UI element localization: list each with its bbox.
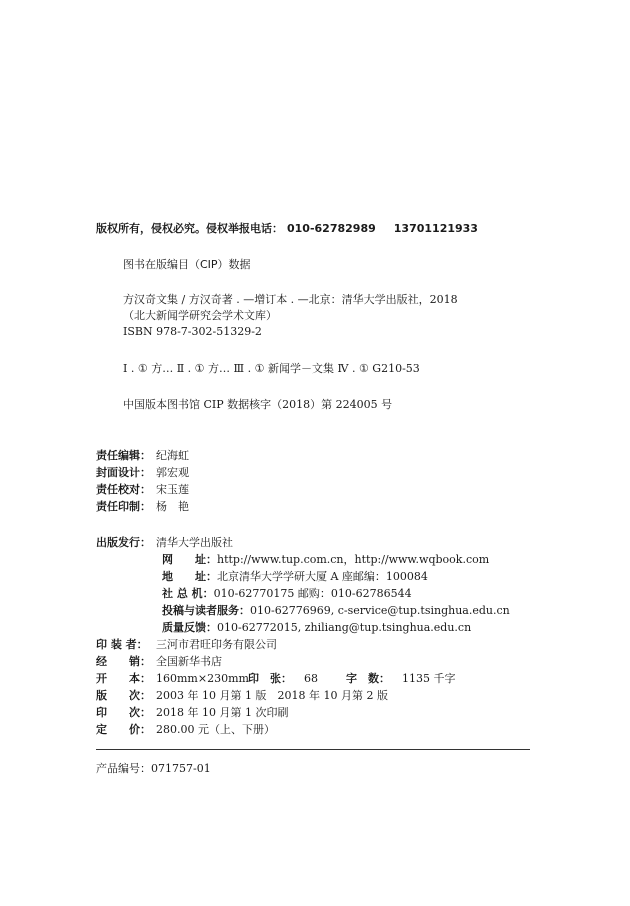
distributor-row bbox=[96, 655, 222, 669]
divider bbox=[96, 749, 530, 750]
credit-label: 责任印制： bbox=[96, 500, 151, 513]
cip-title: 图书在版编目（CIP）数据 bbox=[123, 258, 251, 271]
publisher-detail-value: 010-62776969, c-service@tup.tsinghua.edu.cn bbox=[250, 604, 510, 617]
edition-label: 版 次： bbox=[96, 689, 151, 702]
credit-row bbox=[96, 500, 189, 514]
rights-notice-text: 版权所有，侵权必究。侵权举报电话： bbox=[96, 222, 283, 235]
credit-label: 责任校对： bbox=[96, 483, 151, 496]
credit-value: 纪海虹 bbox=[156, 449, 189, 462]
distributor-value: 全国新华书店 bbox=[156, 655, 222, 668]
publisher-detail-value: 北京清华大学学研大厦 A 座邮编：100084 bbox=[217, 570, 428, 583]
publisher-detail-row bbox=[162, 553, 489, 567]
product-number-row bbox=[96, 762, 211, 776]
rights-phone-1: 010-62782989 bbox=[287, 222, 376, 235]
sheets-value: 68 bbox=[304, 672, 318, 685]
publisher-row bbox=[96, 536, 233, 550]
cip-classification: Ⅰ . ① 方… Ⅱ . ① 方… Ⅲ . ① 新闻学－文集 Ⅳ . ① G210-53 bbox=[123, 362, 420, 375]
cip-catalog-number: 中国版本图书馆 CIP 数据核字（2018）第 224005 号 bbox=[123, 398, 393, 411]
credit-label: 责任编辑： bbox=[96, 449, 151, 462]
credit-value: 杨 艳 bbox=[156, 500, 189, 513]
publisher-detail-row bbox=[162, 621, 471, 635]
cip-record-line-2: （北大新闻学研究会学术文库） bbox=[123, 309, 277, 322]
cip-record-line-1: 方汉奇文集 / 方汉奇著 . —增订本 . —北京：清华大学出版社，2018 bbox=[123, 293, 458, 306]
publisher-detail-label: 投稿与读者服务： bbox=[162, 604, 250, 617]
credit-row bbox=[96, 449, 189, 463]
rights-notice bbox=[96, 222, 496, 236]
cip-isbn: ISBN 978-7-302-51329-2 bbox=[123, 325, 262, 338]
format-label: 开 本： bbox=[96, 672, 151, 685]
price-value: 280.00 元（上、下册） bbox=[156, 723, 275, 736]
publisher-detail-label: 地 址： bbox=[162, 570, 217, 583]
printing-row bbox=[96, 706, 288, 720]
publisher-detail-label: 社 总 机： bbox=[162, 587, 214, 600]
publisher-detail-label: 网 址： bbox=[162, 553, 217, 566]
publisher-label: 出版发行： bbox=[96, 536, 151, 549]
publisher-detail-value: http://www.tup.com.cn，http://www.wqbook.com bbox=[217, 553, 490, 566]
printer-row bbox=[96, 638, 277, 652]
printer-value: 三河市君旺印务有限公司 bbox=[156, 638, 277, 651]
printing-value: 2018 年 10 月第 1 次印刷 bbox=[156, 706, 289, 719]
words-value: 1135 千字 bbox=[402, 672, 456, 685]
credit-value: 郭宏观 bbox=[156, 466, 189, 479]
publisher-detail-row bbox=[162, 604, 510, 618]
publisher-detail-row bbox=[162, 570, 428, 584]
product-number-label: 产品编号： bbox=[96, 762, 151, 775]
price-label: 定 价： bbox=[96, 723, 151, 736]
publisher-detail-value: 010-62770175 邮购：010-62786544 bbox=[213, 587, 412, 600]
publisher-detail-label: 质量反馈： bbox=[162, 621, 217, 634]
product-number-value: 071757-01 bbox=[151, 762, 211, 775]
format-row bbox=[96, 672, 456, 686]
price-row bbox=[96, 723, 275, 737]
printer-label: 印 装 者： bbox=[96, 638, 148, 651]
edition-row bbox=[96, 689, 388, 703]
sheets-label: 印 张： bbox=[248, 672, 292, 685]
credit-row bbox=[96, 483, 189, 497]
credit-row bbox=[96, 466, 189, 480]
credit-value: 宋玉莲 bbox=[156, 483, 189, 496]
credit-label: 封面设计： bbox=[96, 466, 151, 479]
edition-value: 2003 年 10 月第 1 版 2018 年 10 月第 2 版 bbox=[156, 689, 388, 702]
format-value: 160mm×230mm bbox=[156, 672, 249, 685]
publisher-detail-row bbox=[162, 587, 412, 601]
words-label: 字 数： bbox=[346, 672, 390, 685]
printing-label: 印 次： bbox=[96, 706, 151, 719]
publisher-detail-value: 010-62772015, zhiliang@tup.tsinghua.edu.cn bbox=[217, 621, 472, 634]
distributor-label: 经 销： bbox=[96, 655, 151, 668]
publisher-name: 清华大学出版社 bbox=[156, 536, 233, 549]
rights-phone-2: 13701121933 bbox=[393, 222, 478, 235]
